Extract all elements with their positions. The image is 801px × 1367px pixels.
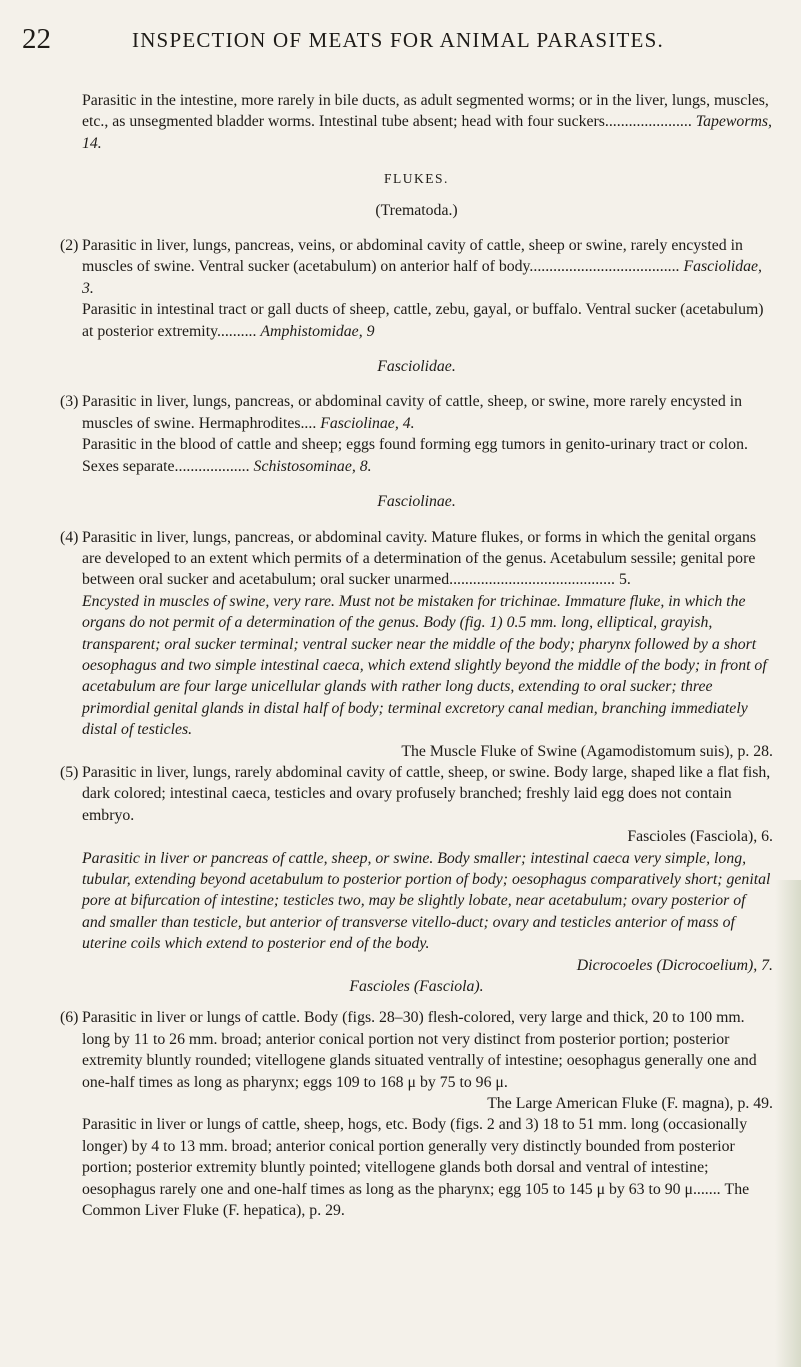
section-subtitle-trematoda: (Trematoda.) [375,201,458,219]
page-header [0,22,801,62]
running-title: INSPECTION OF MEATS FOR ANIMAL PARASITES. [132,28,664,52]
key-2b [60,299,773,342]
key-5a-text: Parasitic in liver, lungs, rarely abdominal cavity of cattle, sheep, or swine. Body large, shaped like a flat fish, dark colored; intestinal caeca, testicles and ovary profusely branched; freshly laid egg does not contain embryo. [82,763,771,824]
key-4a-text: Parasitic in liver, lungs, pancreas, or abdominal cavity. Mature flukes, or forms in which the genital organs are developed to an extent which permits of a determination of the genus. Acetabulum sessile; genital pore between oral sucker and acetabulum; oral sucker unarmed.......................................... [82,528,757,589]
intro-text: Parasitic in the intestine, more rarely in bile ducts, as adult segmented worms; or in the liver, lungs, muscles, etc., as unsegmented bladder worms. Intestinal tube absent; head with four suckers...................... [82,92,769,131]
section-title-flukes: FLUKES. [384,171,449,187]
key-6a-text: Parasitic in liver or lungs of cattle. Body (figs. 28–30) flesh-colored, very large and thick, 20 to 100 mm. long by 11 to 26 mm. broad; anterior conical portion not very distinct from posterior portion; posterior extremity bluntly rounded; vitellogene glands situated ventrally of intestine; oesophagus generally one and one-half times as long as pharynx; eggs 109 to 168 μ by 75 to 96 μ. [82,1009,757,1091]
key-2a [60,235,773,299]
key-6b-text: Parasitic in liver or lungs of cattle, sheep, hogs, etc. Body (figs. 2 and 3) 18 to 51 mm. long (occasionally longer) by 4 to 13 mm. broad; anterior conical portion generally very distinctly bounded from posterior portion; posterior extremity bluntly pointed; vitellogene glands both dorsal and ventral of intestine; oesophagus rarely one and one-half times as long as the pharynx; egg 105 to 145 μ by 63 to 90 μ....... [82,1116,748,1198]
key-2b-text: Parasitic in intestinal tract or gall ducts of sheep, cattle, zebu, gayal, or buffalo. Ventral sucker (acetabulum) at posterior extremity.......... [82,301,764,340]
key-4b-ref: The Muscle Fluke of Swine (Agamodistomum suis), p. 28. [401,742,773,760]
key-3b [60,434,773,477]
subhead-fasciolidae: Fasciolidae. [377,358,456,376]
key-4a [60,527,773,591]
intro-ref: Tapeworms, 14. [82,113,772,152]
key-4a-ref: 5. [618,571,631,589]
key-3a-ref: Fasciolinae, 4. [320,414,415,432]
page-edge-shadow [775,880,801,1367]
key-3a [60,391,773,434]
key-6a [60,1007,773,1093]
key-number-4: (4) [60,528,79,546]
key-number-3: (3) [60,393,79,411]
key-5a [60,762,773,826]
key-5a-ref: Fascioles (Fasciola), 6. [627,828,773,846]
subhead-fasciolinae: Fasciolinae. [377,493,456,511]
key-5b: Parasitic in liver or pancreas of cattle, sheep, or swine. Body smaller; intestinal caeca very simple, long, tubular, extending beyond acetabulum to posterior portion of body; oesophagus comparatively short; genital pore at bifurcation of intestine; testicles two, may be slightly lobate, near acetabulum; ovary posterior of and smaller than testicle, but anterior of transverse vitello-duct; ovary and testicles anterior of mass of uterine coils which extend to posterior end of the body. [82,849,771,953]
key-number-6: (6) [60,1009,79,1027]
key-3a-text: Parasitic in liver, lungs, pancreas, or abdominal cavity of cattle, sheep, or swine, more rarely encysted in muscles of swine. Hermaphrodites.... [82,393,742,432]
subhead-fascioles: Fascioles (Fasciola). [349,978,484,996]
key-6a-ref: The Large American Fluke (F. magna), p. 49. [487,1095,773,1113]
key-5b-ref: Dicrocoeles (Dicrocoelium), 7. [576,956,773,974]
intro-paragraph [60,90,773,154]
key-2a-text: Parasitic in liver, lungs, pancreas, veins, or abdominal cavity of cattle, sheep or swine, rarely encysted in muscles of swine. Ventral sucker (acetabulum) on anterior half of body...................................... [82,237,743,276]
key-3b-text: Parasitic in the blood of cattle and sheep; eggs found forming egg tumors in genito-urinary tract or colon. Sexes separate................... [82,436,748,475]
main-text [60,90,773,1222]
key-4b: Encysted in muscles of swine, very rare. Must not be mistaken for trichinae. Immature fluke, in which the organs do not permit of a determination of the genus. Body (fig. 1) 0.5 mm. long, elliptical, grayish, transparent; oral sucker terminal; ventral sucker near the middle of the body; pharynx followed by a short oesophagus and two simple intestinal caeca, which extend slightly beyond the middle of the body; in front of acetabulum are four large unicellular glands with rather long ducts, extending to oral sucker; three primordial genital glands in distal half of body; terminal excretory canal median, branching immediately distal of testicles. [82,592,767,739]
page-number: 22 [22,23,51,55]
key-number-2: (2) [60,237,79,255]
key-6b [60,1114,773,1221]
key-2b-ref: Amphistomidae, 9 [260,322,375,340]
key-number-5: (5) [60,763,79,781]
key-3b-ref: Schistosominae, 8. [253,457,372,475]
key-2a-ref: Fasciolidae, 3. [82,258,762,297]
key-6b-ref: The Common Liver Fluke (F. hepatica), p. 29. [82,1180,750,1220]
